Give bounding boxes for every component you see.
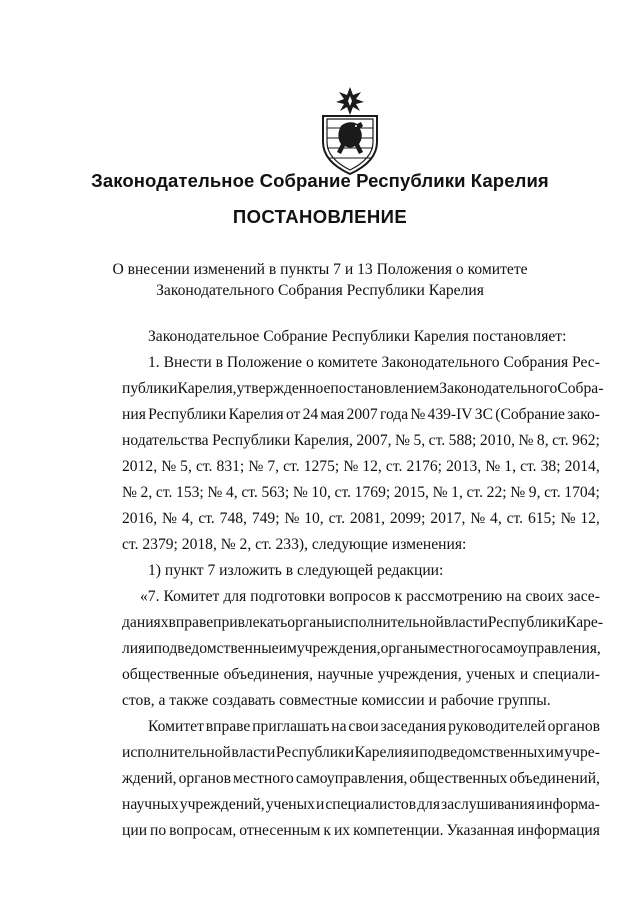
quote-line: даниях вправе привлекать органы исполнительной власти Республики Каре- <box>122 614 604 631</box>
document-subject <box>0 259 640 301</box>
subject-line: О внесении изменений в пункты 7 и 13 Положения о комитете <box>112 261 528 278</box>
item-1-line: публики Карелия, утвержденное постановлением Законодательного Собра- <box>122 380 604 397</box>
item-1-line: 1. Внести в Положение о комитете Законодательного Собрания Рес- <box>148 354 600 371</box>
item-1-line: 2012, № 5, ст. 831; № 7, ст. 1275; № 12, ст. 2176; 2013, № 1, ст. 38; 2014, <box>122 458 600 475</box>
paragraph-2-line: исполнительной власти Республики Карелия и подведомственных им учре- <box>122 744 600 761</box>
karelia-coat-of-arms-emblem <box>319 86 381 176</box>
item-1-line: № 2, ст. 153; № 4, ст. 563; № 10, ст. 1769; 2015, № 1, ст. 22; № 9, ст. 1704; <box>122 484 600 501</box>
quote-line: лия и подведомственные им учреждения, органы местного самоуправления, <box>122 640 601 657</box>
item-1-line: ст. 2379; 2018, № 2, ст. 233), следующие изменения: <box>122 536 467 553</box>
subitem-1-line: 1) пункт 7 изложить в следующей редакции: <box>148 562 444 579</box>
paragraph-2-line: ции по вопросам, отнесенным к их компетенции. Указанная информация <box>122 822 600 839</box>
subject-line: Законодательного Собрания Республики Карелия <box>156 282 484 299</box>
quote-line: «7. Комитет для подготовки вопросов к рассмотрению на своих засе- <box>140 588 600 605</box>
quote-line: общественные объединения, научные учреждения, ученых и специали- <box>122 666 600 683</box>
item-1-line: нодательства Республики Карелия, 2007, № 5, ст. 588; 2010, № 8, ст. 962; <box>122 432 600 449</box>
paragraph-2-line: Комитет вправе приглашать на свои заседания руководителей органов <box>148 718 600 735</box>
document-body <box>122 324 604 844</box>
paragraph-2-line: научных учреждений, ученых и специалистов для заслушивания информа- <box>122 796 600 813</box>
item-1-line: 2016, № 4, ст. 748, 749; № 10, ст. 2081, 2099; 2017, № 4, ст. 615; № 12, <box>122 510 600 527</box>
organization-title: Законодательное Собрание Республики Карелия <box>91 170 549 191</box>
item-1-line: ния Республики Карелия от 24 мая 2007 года № 439-IV ЗС (Собрание зако- <box>122 406 600 423</box>
preamble-paragraph: Законодательное Собрание Республики Карелия постановляет: <box>148 328 567 345</box>
document-type-title: ПОСТАНОВЛЕНИЕ <box>232 206 408 227</box>
paragraph-2-line: ждений, органов местного самоуправления, общественных объединений, <box>122 770 600 787</box>
quote-line: стов, а также создавать совместные комиссии и рабочие группы. <box>122 692 551 709</box>
